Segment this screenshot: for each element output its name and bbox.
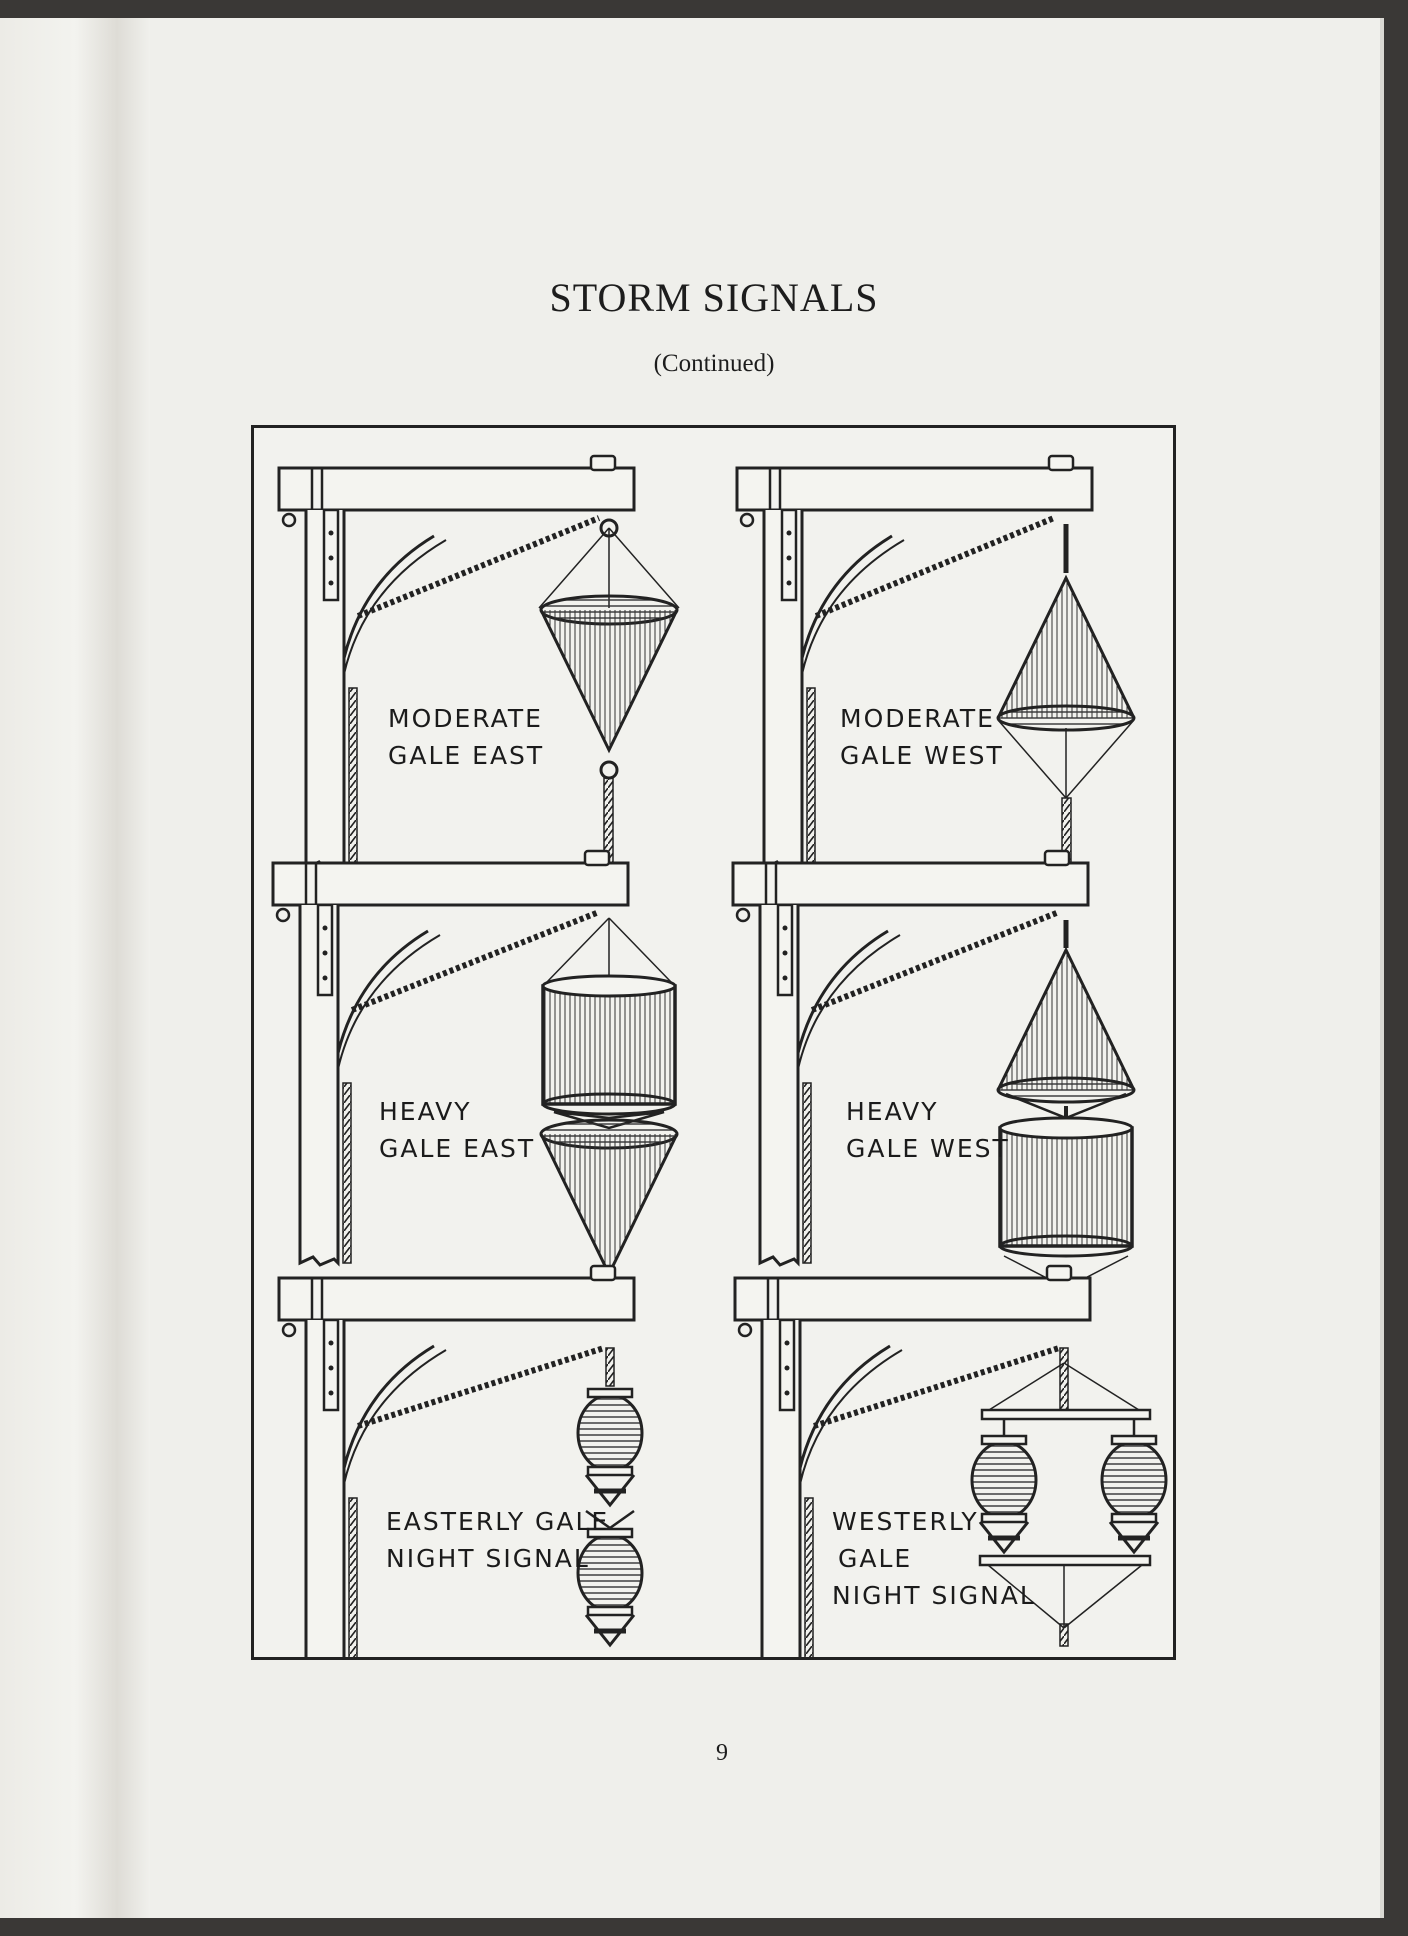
- signal-panel-moderate-gale-east: [279, 456, 679, 870]
- signal-panel-moderate-gale-west: [737, 456, 1134, 870]
- illustration-drawing: [254, 428, 1173, 1657]
- storm-signals-illustration: [251, 425, 1176, 1660]
- caption-moderate-gale-west: MODERATE GALE WEST: [840, 704, 1004, 770]
- caption-moderate-gale-east: MODERATE GALE EAST: [388, 704, 545, 770]
- book-page: [0, 18, 1384, 1918]
- caption-westerly-gale-night-signal: WESTERLY GALE NIGHT SIGNAL: [832, 1507, 1036, 1610]
- signal-panel-heavy-gale-west: [733, 851, 1134, 1306]
- caption-easterly-gale-night-signal: EASTERLY GALE NIGHT SIGNAL: [386, 1507, 610, 1573]
- caption-heavy-gale-west: HEAVY GALE WEST: [846, 1097, 1010, 1163]
- signal-panel-easterly-gale-night: [279, 1266, 642, 1657]
- caption-heavy-gale-east: HEAVY GALE EAST: [379, 1097, 536, 1163]
- signal-panel-heavy-gale-east: [273, 851, 677, 1304]
- page-number: 9: [716, 1740, 728, 1766]
- page-title: STORM SIGNALS: [549, 275, 879, 320]
- page-subtitle: (Continued): [653, 350, 775, 377]
